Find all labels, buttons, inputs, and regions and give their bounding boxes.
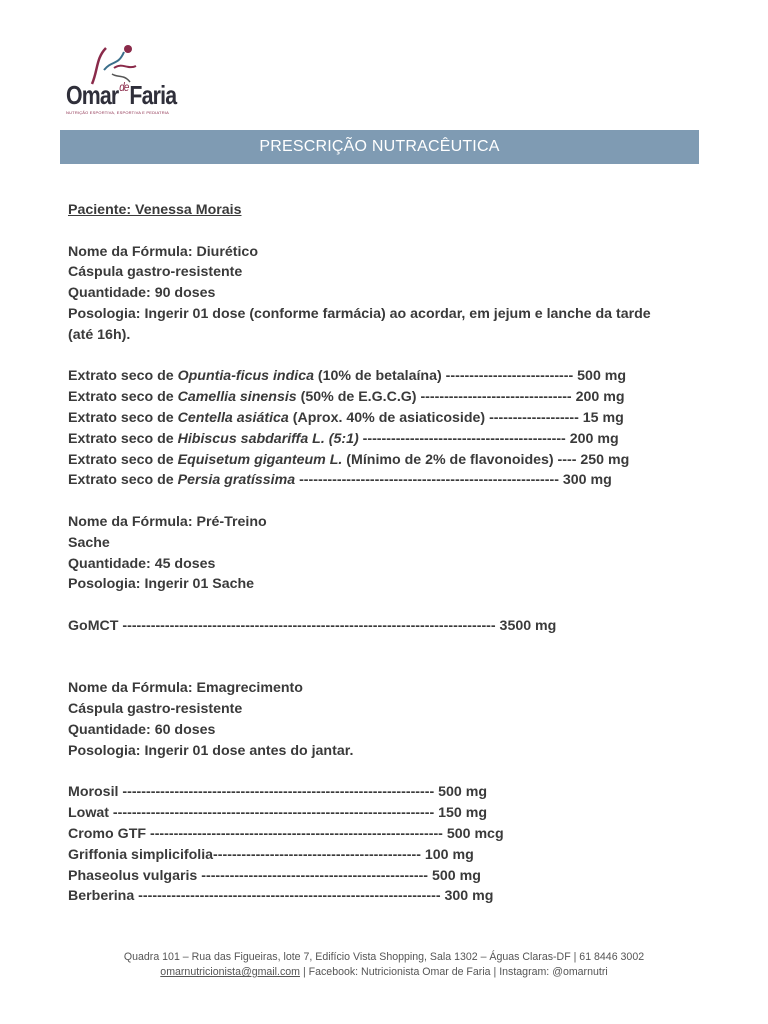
logo-tagline: NUTRIÇÃO ESPORTIVA, ESPORTIVA E PEDIATRIA (66, 110, 169, 115)
ingredient-line: Extrato seco de Camellia sinensis (50% de E.G.C.G) -------------------------------- 200 mg (68, 389, 625, 406)
formula-quantity: Quantidade: 45 doses (68, 555, 216, 572)
page-title: PRESCRIÇÃO NUTRACÊUTICA (60, 130, 699, 164)
ingredient-line: Morosil ------------------------------------------------------------------ 500 mg (68, 784, 488, 801)
formula-form: Cáspula gastro-resistente (68, 701, 243, 718)
patient-name: Paciente: Venessa Morais (68, 202, 242, 218)
formula-quantity: Quantidade: 60 doses (68, 721, 216, 738)
ingredient-line: Extrato seco de Centella asiática (Aprox. 40% de asiaticoside) ------------------- 15 mg (68, 409, 624, 426)
ingredient-line: Extrato seco de Opuntia-ficus indica (10% de betalaína) --------------------------- 500 mg (68, 368, 627, 385)
formula-name: Nome da Fórmula: Diurético (68, 243, 258, 260)
formula-posology: Posologia: Ingerir 01 Sache (68, 576, 255, 593)
ingredient-line: Berberina ---------------------------------------------------------------- 300 mg (68, 888, 494, 905)
ingredient-line: Lowat -------------------------------------------------------------------- 150 mg (68, 805, 488, 822)
ingredient-line: Extrato seco de Persia gratíssima ------------------------------------------------------- 300 mg (68, 472, 612, 489)
logo-text: Omar$^{de}$Faria (66, 80, 177, 110)
prescription-body (68, 200, 708, 907)
formula-form: Cáspula gastro-resistente (68, 264, 243, 281)
formula-form: Sache (68, 534, 110, 551)
ingredient-line: GoMCT ------------------------------------------------------------------------------- 3500 mg (68, 617, 557, 634)
social-text: | Facebook: Nutricionista Omar de Faria | Instagram: @omarnutri (300, 966, 608, 978)
formula-quantity: Quantidade: 90 doses (68, 285, 216, 302)
ingredient-line: Extrato seco de Equisetum giganteum L. (Mínimo de 2% de flavonoides) ---- 250 mg (68, 451, 630, 468)
ingredient-line: Phaseolus vulgaris ------------------------------------------------ 500 mg (68, 867, 481, 884)
formula-posology: Posologia: Ingerir 01 dose (conforme farmácia) ao acordar, em jejum e lanche da tarde (até 16h). (68, 305, 651, 343)
footer-address: Quadra 101 – Rua das Figueiras, lote 7, Edifício Vista Shopping, Sala 1302 – Águas Claras-DF | 61 8446 3002 (123, 951, 645, 963)
footer-contact (0, 966, 768, 978)
formula-posology: Posologia: Ingerir 01 dose antes do jantar. (68, 742, 354, 759)
logo (62, 40, 182, 116)
formula-name: Nome da Fórmula: Pré-Treino (68, 513, 267, 530)
ingredient-line: Cromo GTF -------------------------------------------------------------- 500 mcg (68, 825, 504, 842)
formula-name: Nome da Fórmula: Emagrecimento (68, 680, 303, 697)
ingredient-line: Griffonia simplicifolia-------------------------------------------- 100 mg (68, 846, 474, 863)
email-link[interactable]: omarnutricionista@gmail.com (160, 966, 300, 978)
ingredient-line: Extrato seco de Hibiscus sabdariffa L. (5:1) ------------------------------------------- 200 mg (68, 430, 619, 447)
